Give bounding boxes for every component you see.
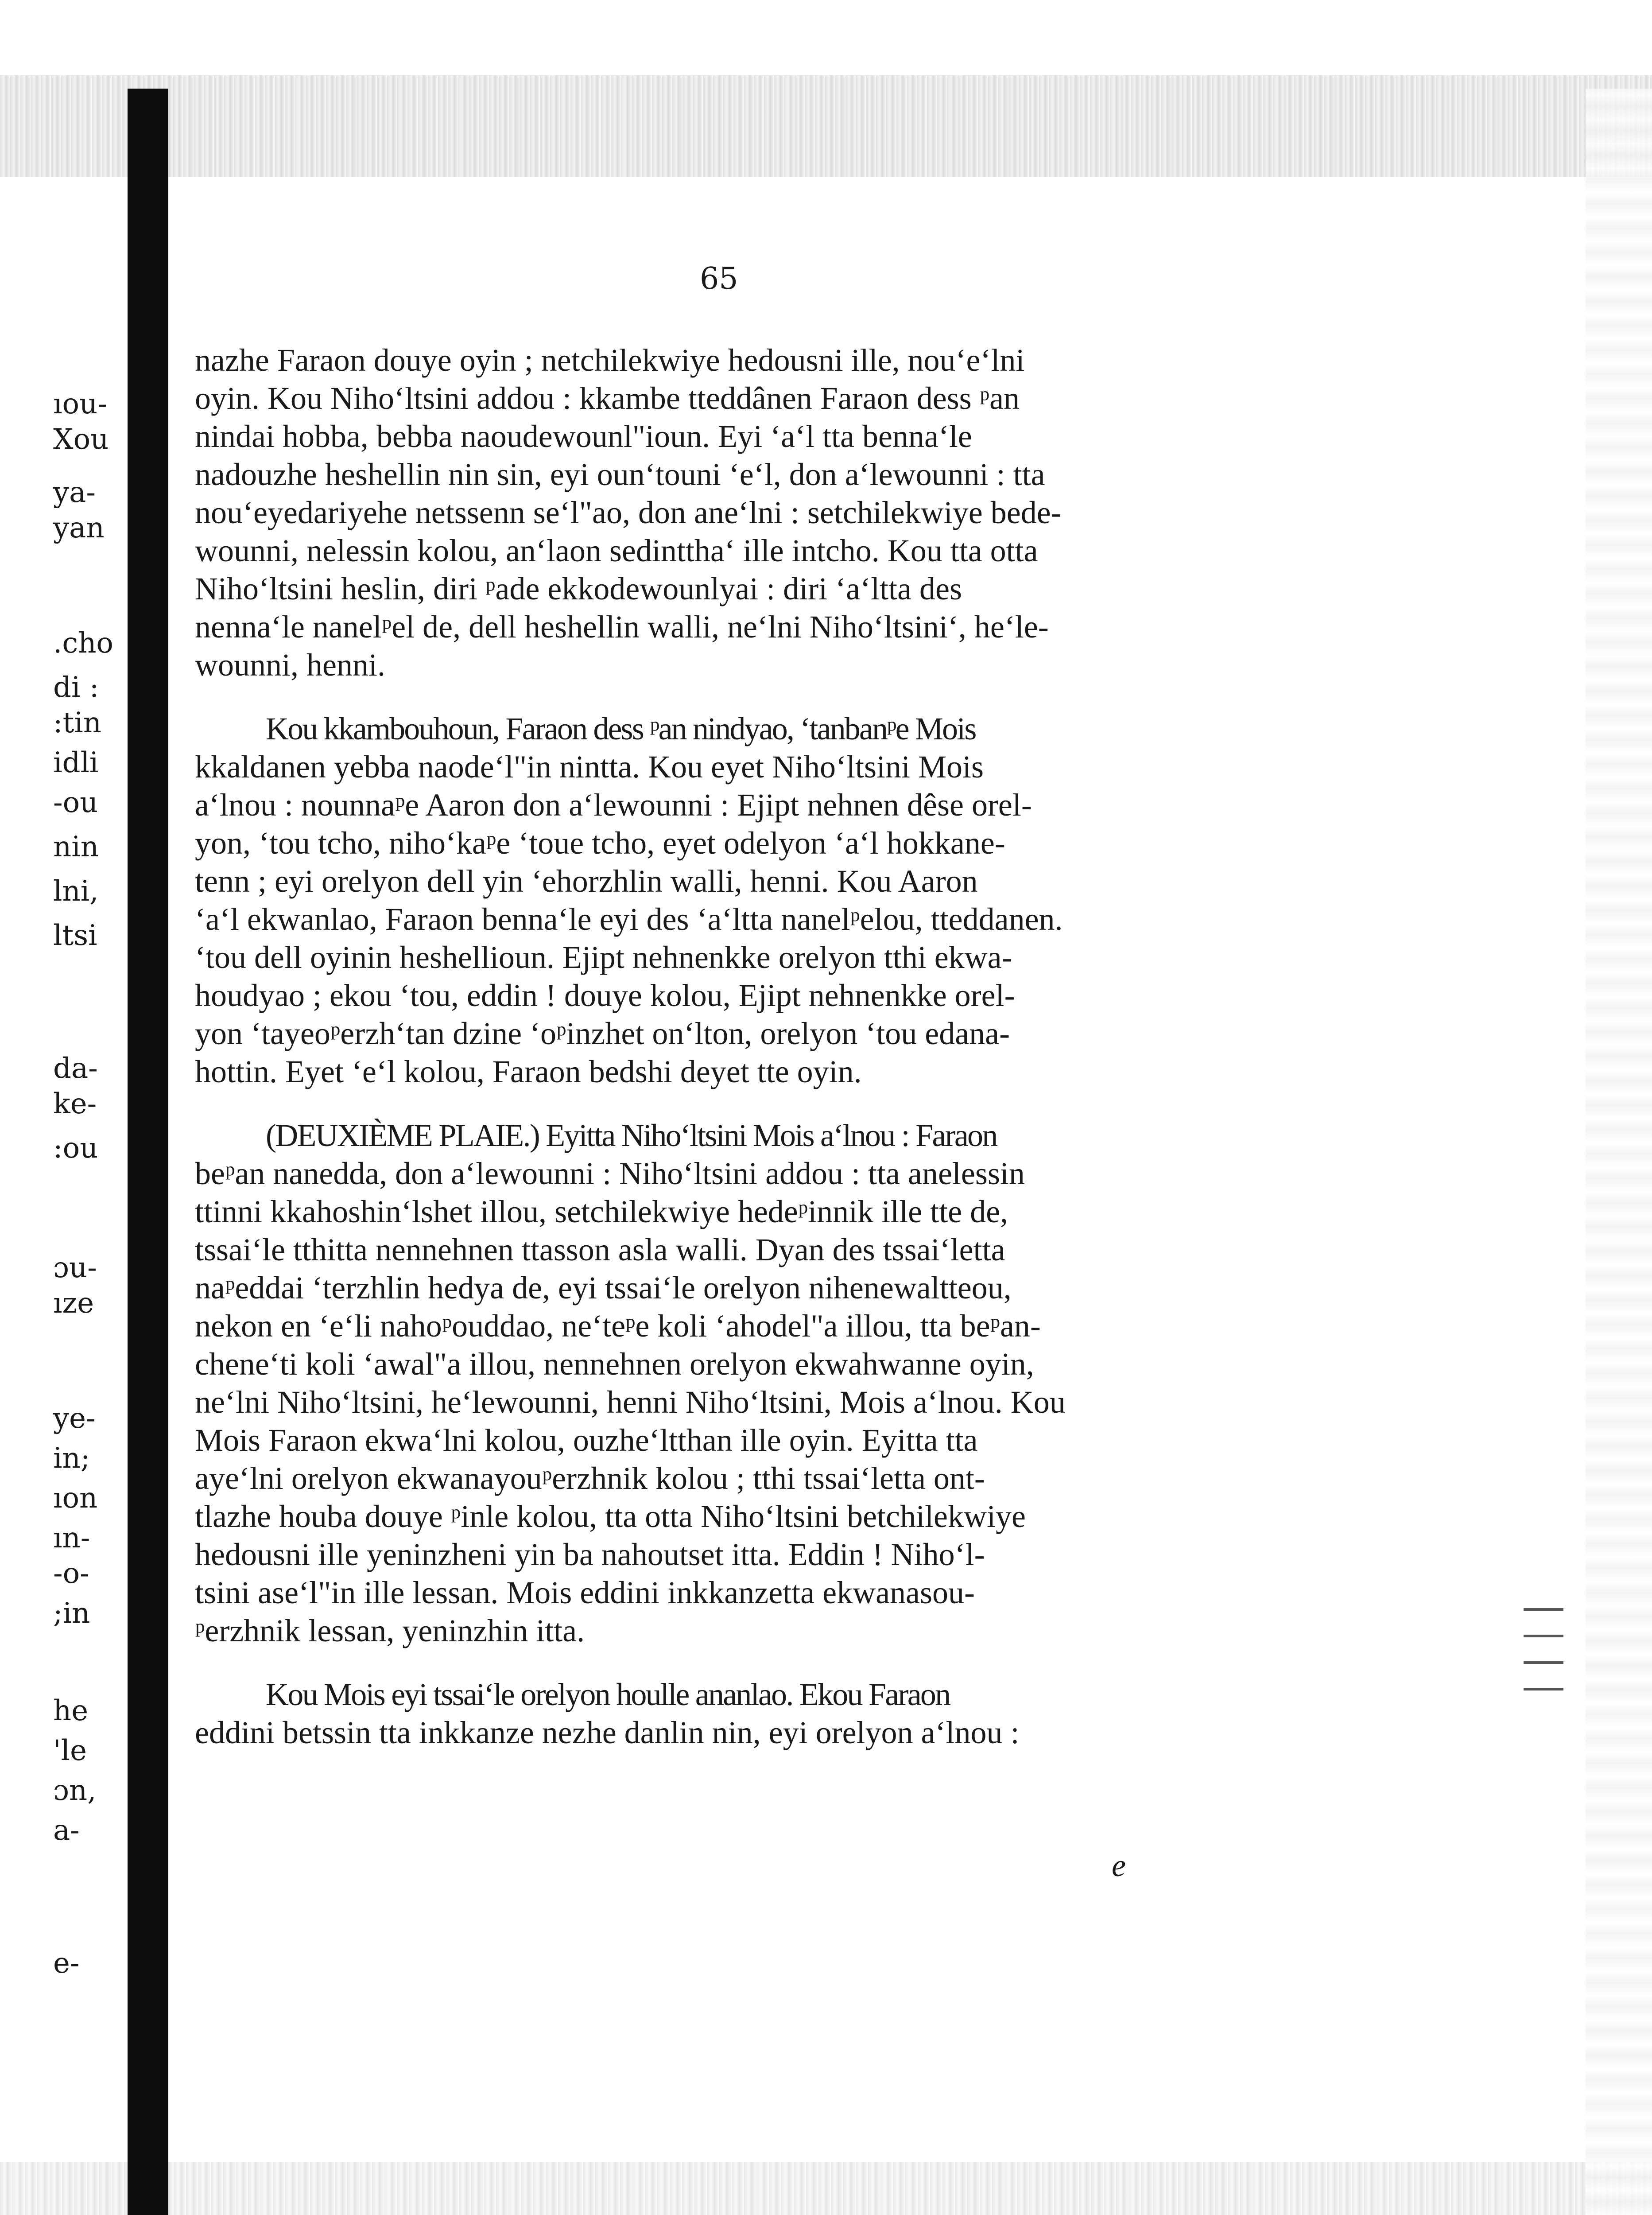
text-line: Kou Mois eyi tssai‘le orelyon houlle ananlao. Ekou Faraon xyxy=(266,1677,950,1712)
text-line: wounni, henni. xyxy=(195,647,385,683)
paragraph-gap xyxy=(195,1091,1276,1116)
margin-fragment: ıon xyxy=(53,1482,98,1515)
catchword: e xyxy=(1112,1848,1126,1883)
text-line: ne‘lni Niho‘ltsini, he‘lewounni, henni Niho‘ltsini, Mois a‘lnou. Kou xyxy=(195,1384,1066,1420)
margin-fragment: ke- xyxy=(53,1088,97,1120)
margin-fragment: ya- xyxy=(53,476,96,509)
text-line: nenna‘le nanelᵖel de, dell heshellin walli, ne‘lni Niho‘ltsini‘, he‘le- xyxy=(195,609,1049,645)
text-line: nadouzhe heshellin nin sin, eyi oun‘touni ‘e‘l, don a‘lewounni : tta xyxy=(195,457,1045,492)
text-line: hedousni ille yeninzheni yin ba nahoutset itta. Eddin ! Niho‘l- xyxy=(195,1537,985,1572)
text-line: ‘a‘l ekwanlao, Faraon benna‘le eyi des ‘a‘ltta nanelᵖelou, tteddanen. xyxy=(195,902,1063,937)
text-line: oyin. Kou Niho‘ltsini addou : kkambe tteddânen Faraon dess ᵖan xyxy=(195,381,1020,416)
text-line: ᵖerzhnik lessan, yeninzhin itta. xyxy=(195,1613,585,1648)
margin-fragment: idli xyxy=(53,746,99,779)
text-line: a‘lnou : nounnaᵖe Aaron don a‘lewounni : Ejipt nehnen dêse orel- xyxy=(195,787,1032,823)
paragraph-gap xyxy=(195,1650,1276,1675)
text-line: (DEUXIÈME PLAIE.) Eyitta Niho‘ltsini Mois a‘lnou : Faraon xyxy=(266,1118,997,1153)
scan-bottom-edge xyxy=(0,2162,1652,2215)
text-line: eddini betssin tta inkkanze nezhe danlin nin, eyi orelyon a‘lnou : xyxy=(195,1715,1020,1750)
margin-fragment: .cho xyxy=(53,627,113,660)
previous-page-fragments xyxy=(53,0,128,2215)
margin-fragment: yan xyxy=(53,512,105,544)
margin-fragment: he xyxy=(53,1694,89,1727)
text-line: tenn ; eyi orelyon dell yin ‘ehorzhlin walli, henni. Kou Aaron xyxy=(195,863,978,899)
margin-fragment: :ou xyxy=(53,1132,98,1165)
text-line: beᵖan nanedda, don a‘lewounni : Niho‘ltsini addou : tta anelessin xyxy=(195,1156,1025,1191)
margin-fragment: 'le xyxy=(53,1734,87,1767)
text-line: ttinni kkahoshin‘lshet illou, setchilekwiye hedeᵖinnik ille tte de, xyxy=(195,1194,1008,1229)
edge-mark xyxy=(1524,1661,1563,1664)
text-line: wounni, nelessin kolou, an‘laon sedinttha‘ ille intcho. Kou tta otta xyxy=(195,533,1038,568)
text-line: hottin. Eyet ‘e‘l kolou, Faraon bedshi deyet tte oyin. xyxy=(195,1054,862,1089)
text-line: tsini ase‘l"in ille lessan. Mois eddini inkkanzetta ekwanasou- xyxy=(195,1575,975,1610)
margin-fragment: ıou- xyxy=(53,388,107,420)
margin-fragment: ;in xyxy=(53,1597,90,1630)
margin-fragment: -o- xyxy=(53,1557,89,1590)
edge-mark xyxy=(1524,1635,1563,1637)
text-line: aye‘lni orelyon ekwanayouᵖerzhnik kolou ; tthi tssai‘letta ont- xyxy=(195,1461,985,1496)
text-line: naᵖeddai ‘terzhlin hedya de, eyi tssai‘le orelyon nihenewaltteou, xyxy=(195,1270,1012,1306)
edge-mark xyxy=(1524,1608,1563,1611)
text-line: yon ‘tayeoᵖerzh‘tan dzine ‘oᵖinzhet on‘lton, orelyon ‘tou edana- xyxy=(195,1016,1010,1051)
text-line: tlazhe houba douye ᵖinle kolou, tta otta Niho‘ltsini betchilekwiye xyxy=(195,1499,1026,1534)
margin-fragment: ın- xyxy=(53,1522,90,1554)
margin-fragment: e- xyxy=(53,1947,80,1980)
margin-fragment: -ou xyxy=(53,786,98,819)
margin-fragment: ıze xyxy=(53,1287,94,1320)
text-line: Mois Faraon ekwa‘lni kolou, ouzhe‘ltthan ille oyin. Eyitta tta xyxy=(195,1422,978,1458)
paragraph xyxy=(195,1675,1276,1752)
text-line: houdyao ; ekou ‘tou, eddin ! douye kolou, Ejipt nehnenkke orel- xyxy=(195,978,1015,1013)
text-line: nindai hobba, bebba naoudewounl"ioun. Eyi ‘a‘l tta benna‘le xyxy=(195,419,972,454)
text-line: kkaldanen yebba naode‘l"in nintta. Kou eyet Niho‘ltsini Mois xyxy=(195,749,984,785)
paragraph xyxy=(195,1116,1276,1650)
text-line: Niho‘ltsini heslin, diri ᵖade ekkodewounlyai : diri ‘a‘ltta des xyxy=(195,571,962,606)
text-line: yon, ‘tou tcho, niho‘kaᵖe ‘toue tcho, eyet odelyon ‘a‘l hokkane- xyxy=(195,825,1005,861)
text-line: Kou kkambouhoun, Faraon dess ᵖan nindyao, ‘tanbanᵖe Mois xyxy=(266,711,976,746)
paragraph xyxy=(195,341,1276,684)
margin-fragment: ɔn, xyxy=(53,1774,97,1807)
margin-fragment: nin xyxy=(53,831,99,863)
margin-fragment: ltsi xyxy=(53,919,97,952)
text-line: tssai‘le tthitta nennehnen ttasson asla walli. Dyan des tssai‘letta xyxy=(195,1232,1005,1267)
margin-fragment: a- xyxy=(53,1814,80,1847)
text-line: ‘tou dell oyinin heshellioun. Ejipt nehnenkke orelyon tthi ekwa- xyxy=(195,940,1012,975)
margin-fragment: di : xyxy=(53,671,99,704)
page-number: 65 xyxy=(700,261,738,296)
text-line: nekon en ‘e‘li nahoᵖouddao, ne‘teᵖe koli ‘ahodel"a illou, tta beᵖan- xyxy=(195,1308,1041,1344)
body-text xyxy=(195,341,1276,1752)
margin-fragment: Xou xyxy=(53,423,109,456)
paragraph xyxy=(195,710,1276,1091)
margin-fragment: da- xyxy=(53,1052,98,1085)
text-line: nou‘eyedariyehe netssenn se‘l"ao, don ane‘lni : setchilekwiye bede- xyxy=(195,495,1062,530)
margin-fragment: ɔu- xyxy=(53,1251,97,1284)
margin-fragment: lni, xyxy=(53,875,99,908)
edge-mark xyxy=(1524,1688,1563,1690)
margin-fragment: :tin xyxy=(53,707,101,739)
paragraph-gap xyxy=(195,684,1276,710)
margin-fragment: in; xyxy=(53,1442,90,1475)
margin-fragment: ye- xyxy=(53,1402,96,1435)
scan-right-edge xyxy=(1586,89,1652,2215)
binding-gutter xyxy=(128,89,168,2215)
text-line: nazhe Faraon douye oyin ; netchilekwiye hedousni ille, nou‘e‘lni xyxy=(195,342,1025,378)
text-line: chene‘ti koli ‘awal"a illou, nennehnen orelyon ekwahwanne oyin, xyxy=(195,1346,1034,1382)
scan-top-edge xyxy=(0,75,1652,177)
